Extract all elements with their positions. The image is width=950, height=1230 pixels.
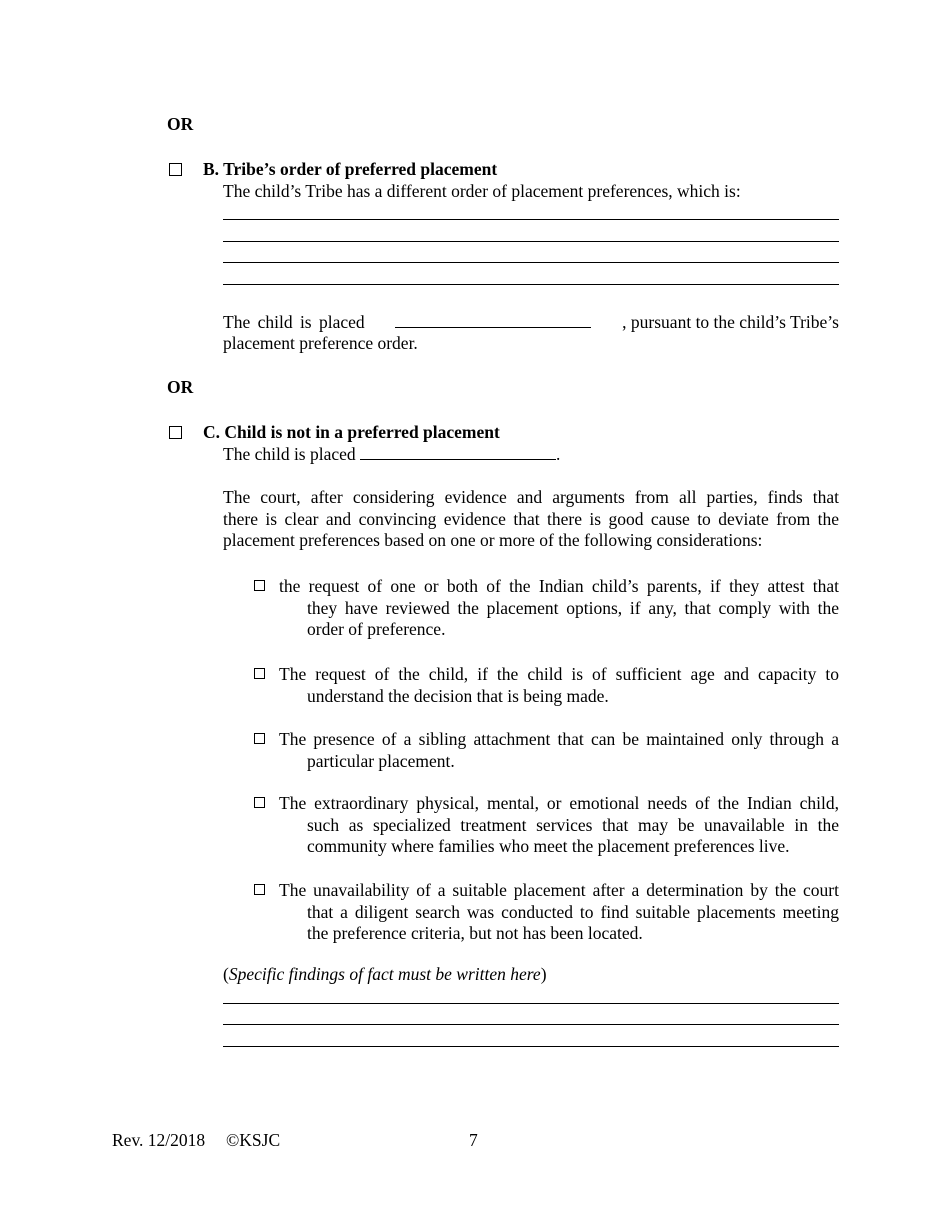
court-para-line: there is clear and convincing evidence that there is good cause to deviate from the	[223, 508, 839, 529]
section-b-intro: The child’s Tribe has a different order of placement preferences, which is:	[223, 181, 741, 201]
consideration-line: The unavailability of a suitable placement after a determination by the court	[279, 880, 839, 900]
tribe-order-line-1[interactable]	[223, 219, 839, 220]
checkbox-section-b[interactable]	[169, 163, 182, 176]
consideration-child-request	[279, 664, 839, 707]
consideration-line: that a diligent search was conducted to find suitable placements meeting	[307, 901, 839, 922]
placed-prefix-b: The child is placed	[223, 312, 365, 332]
tribe-order-line-2[interactable]	[223, 241, 839, 242]
checkbox-consideration-needs[interactable]	[254, 797, 265, 808]
checkbox-consideration-unavailability[interactable]	[254, 884, 265, 895]
placed-prefix-c: The child is placed	[223, 444, 356, 464]
consideration-line: the preference criteria, but not has been located.	[307, 923, 643, 943]
checkbox-consideration-parents[interactable]	[254, 580, 265, 591]
or-separator: OR	[167, 377, 194, 397]
consideration-line: The request of the child, if the child is of sufficient age and capacity to	[279, 664, 839, 684]
consideration-line: order of preference.	[307, 619, 446, 639]
checkbox-section-c[interactable]	[169, 426, 182, 439]
consideration-line: they have reviewed the placement options, if any, that comply with the	[307, 597, 839, 618]
footer-copyright: ©KSJC	[226, 1130, 281, 1150]
section-c-heading: C. Child is not in a preferred placement	[203, 422, 500, 442]
consideration-sibling	[279, 729, 839, 772]
court-finding-paragraph	[223, 487, 839, 552]
findings-line-1[interactable]	[223, 1003, 839, 1004]
section-b-placed-line	[223, 312, 839, 334]
placement-blank-c[interactable]	[360, 444, 556, 460]
consideration-line: particular placement.	[307, 750, 455, 771]
checkbox-consideration-child-request[interactable]	[254, 668, 265, 679]
consideration-line: The presence of a sibling attachment that can be maintained only through a	[279, 729, 839, 749]
placement-blank-b[interactable]	[395, 312, 591, 328]
consideration-line: such as specialized treatment services that may be unavailable in the	[307, 814, 839, 835]
section-b-placed-line2: placement preference order.	[223, 333, 418, 353]
checkbox-consideration-sibling[interactable]	[254, 733, 265, 744]
page-number: 7	[469, 1130, 478, 1150]
footer-revision: Rev. 12/2018	[112, 1130, 206, 1150]
consideration-needs	[279, 793, 839, 858]
section-c-placed-line	[223, 444, 560, 466]
tribe-order-line-4[interactable]	[223, 284, 839, 285]
findings-line-2[interactable]	[223, 1024, 839, 1025]
consideration-line: community where families who meet the placement preferences live.	[307, 836, 790, 856]
placed-suffix-b: , pursuant to the child’s Tribe’s	[622, 312, 839, 332]
consideration-line: The extraordinary physical, mental, or emotional needs of the Indian child,	[279, 793, 839, 813]
section-b-heading: B. Tribe’s order of preferred placement	[203, 159, 498, 179]
tribe-order-line-3[interactable]	[223, 262, 839, 263]
court-para-line: placement preferences based on one or more of the following considerations:	[223, 530, 763, 550]
paren-open: (	[223, 964, 229, 984]
findings-instruction	[223, 964, 547, 986]
consideration-parents	[279, 576, 839, 641]
findings-line-3[interactable]	[223, 1046, 839, 1047]
paren-close: )	[540, 964, 547, 984]
or-separator: OR	[167, 114, 194, 134]
consideration-line: the request of one or both of the Indian child’s parents, if they attest that	[279, 576, 839, 596]
findings-label: Specific findings of fact must be written here	[228, 964, 541, 984]
court-para-line: The court, after considering evidence and arguments from all parties, finds that	[223, 487, 839, 507]
consideration-line: understand the decision that is being made.	[307, 685, 609, 706]
placed-suffix-c: .	[556, 444, 561, 464]
consideration-unavailability	[279, 880, 839, 945]
